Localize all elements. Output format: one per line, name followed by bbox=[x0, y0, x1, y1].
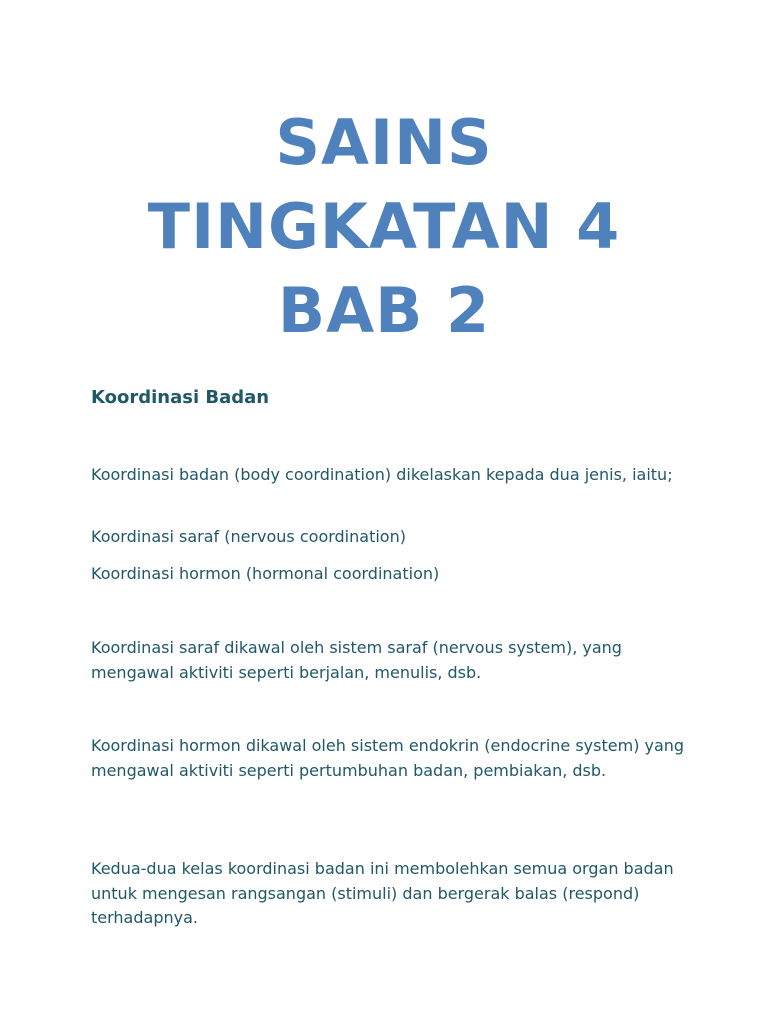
paragraph-nervous-coordination: Koordinasi saraf (nervous coordination) bbox=[91, 527, 406, 546]
paragraph-stimuli-response: Kedua-dua kelas koordinasi badan ini membolehkan semua organ badan untuk mengesan rangsangan (stimuli) dan bergerak balas (respond) terhadapnya. bbox=[91, 859, 674, 927]
paragraph-body-coordination: Koordinasi badan (body coordination) dikelaskan kepada dua jenis, iaitu; bbox=[91, 465, 673, 484]
paragraph-hormonal-coordination: Koordinasi hormon (hormonal coordination) bbox=[91, 564, 440, 583]
paragraph-nervous-system: Koordinasi saraf dikawal oleh sistem saraf (nervous system), yang mengawal aktiviti seperti berjalan, menulis, dsb. bbox=[91, 638, 622, 682]
page-title-line-2: TINGKATAN 4 bbox=[147, 190, 621, 263]
page-title-line-3: BAB 2 bbox=[277, 274, 491, 347]
paragraph-endocrine-system: Koordinasi hormon dikawal oleh sistem endokrin (endocrine system) yang mengawal aktiviti seperti pertumbuhan badan, pembiakan, dsb. bbox=[91, 736, 685, 780]
page-title-line-1: SAINS bbox=[275, 106, 493, 179]
section-heading: Koordinasi Badan bbox=[91, 387, 270, 408]
